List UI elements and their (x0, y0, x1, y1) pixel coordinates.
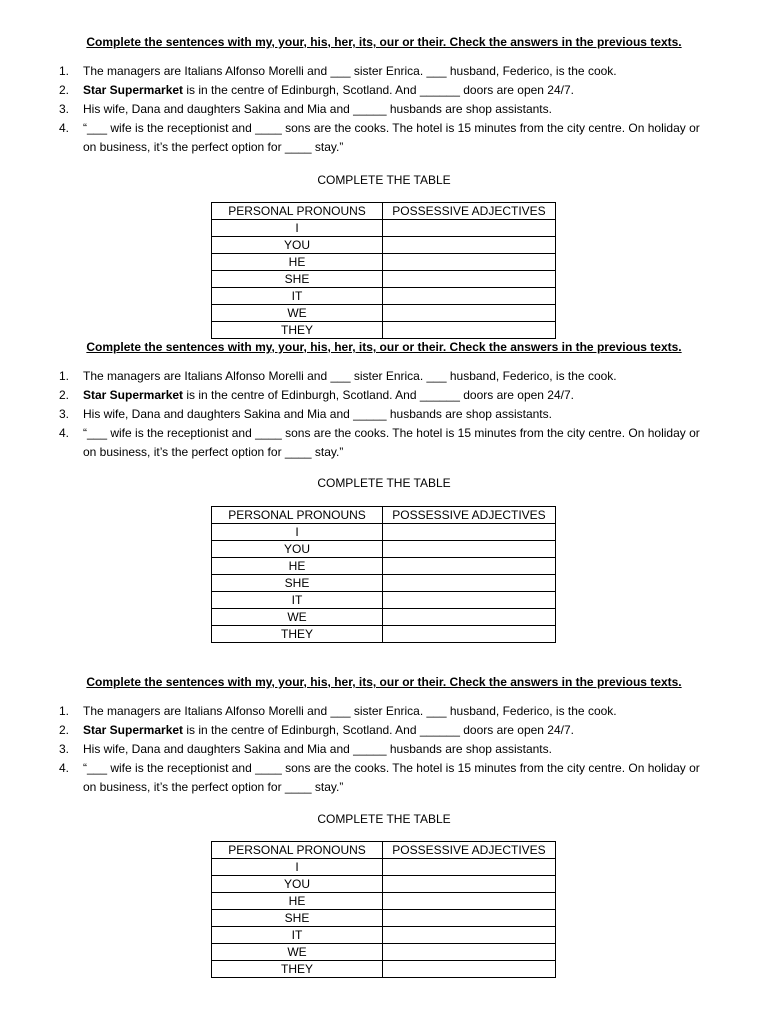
pronoun-cell: THEY (212, 626, 383, 643)
pronoun-cell: THEY (212, 961, 383, 978)
table-row (212, 288, 556, 305)
table-row (212, 893, 556, 910)
pronoun-cell: WE (212, 609, 383, 626)
item-number: 1. (59, 64, 70, 78)
header-possessive-adjectives: POSSESSIVE ADJECTIVES (383, 203, 556, 220)
table-row (212, 626, 556, 643)
pronoun-cell: SHE (212, 910, 383, 927)
sentence-item (56, 119, 716, 157)
answer-cell[interactable] (383, 876, 556, 893)
item-number: 2. (59, 723, 70, 737)
table-row (212, 524, 556, 541)
pronoun-table (211, 202, 556, 339)
table-row (212, 910, 556, 927)
item-number: 3. (59, 102, 70, 116)
sentence-item (56, 424, 716, 462)
answer-cell[interactable] (383, 254, 556, 271)
sentence-list (56, 62, 716, 157)
answer-cell[interactable] (383, 927, 556, 944)
sentence-item (56, 702, 716, 721)
pronoun-cell: WE (212, 305, 383, 322)
item-bold-text: Star Supermarket (83, 388, 184, 402)
answer-cell[interactable] (383, 524, 556, 541)
sentence-item (56, 759, 716, 797)
instruction-text: Complete the sentences with my, your, his, her, its, our or their. Check the answers in the previous texts. (86, 675, 682, 689)
item-number: 2. (59, 83, 70, 97)
sentence-item (56, 405, 716, 424)
answer-cell[interactable] (383, 944, 556, 961)
sentence-item (56, 62, 716, 81)
sentence-item (56, 386, 716, 405)
pronoun-cell: YOU (212, 876, 383, 893)
table-row (212, 322, 556, 339)
table-row (212, 575, 556, 592)
table-title: COMPLETE THE TABLE (317, 476, 451, 490)
table-row (212, 944, 556, 961)
sentence-item (56, 100, 716, 119)
table-row (212, 220, 556, 237)
pronoun-cell: IT (212, 927, 383, 944)
item-number: 1. (59, 704, 70, 718)
item-number: 2. (59, 388, 70, 402)
table-row (212, 927, 556, 944)
answer-cell[interactable] (383, 541, 556, 558)
pronoun-cell: WE (212, 944, 383, 961)
answer-cell[interactable] (383, 237, 556, 254)
item-number: 4. (59, 761, 70, 775)
item-text: His wife, Dana and daughters Sakina and Mia and _____ husbands are shop assistants. (83, 742, 552, 756)
item-text: The managers are Italians Alfonso Morelli and ___ sister Enrica. ___ husband, Federico, is the cook. (83, 704, 617, 718)
table-header-row (212, 203, 556, 220)
table-row (212, 254, 556, 271)
sentence-item (56, 367, 716, 386)
pronoun-table (211, 506, 556, 643)
sentence-list (56, 702, 716, 797)
pronoun-cell: THEY (212, 322, 383, 339)
table-header-row (212, 507, 556, 524)
pronoun-cell: I (212, 220, 383, 237)
item-number: 4. (59, 426, 70, 440)
item-number: 3. (59, 407, 70, 421)
table-row (212, 541, 556, 558)
item-text: His wife, Dana and daughters Sakina and Mia and _____ husbands are shop assistants. (83, 407, 552, 421)
item-text: His wife, Dana and daughters Sakina and Mia and _____ husbands are shop assistants. (83, 102, 552, 116)
table-row (212, 237, 556, 254)
table-row (212, 558, 556, 575)
table-title: COMPLETE THE TABLE (317, 812, 451, 826)
answer-cell[interactable] (383, 609, 556, 626)
answer-cell[interactable] (383, 288, 556, 305)
header-personal-pronouns: PERSONAL PRONOUNS (212, 842, 383, 859)
table-row (212, 609, 556, 626)
table-row (212, 271, 556, 288)
item-text: “___ wife is the receptionist and ____ sons are the cooks. The hotel is 15 minutes from the city centre. On holiday or on business, it’s the perfect option for ____ stay.” (83, 761, 700, 794)
item-text: “___ wife is the receptionist and ____ sons are the cooks. The hotel is 15 minutes from the city centre. On holiday or on business, it’s the perfect option for ____ stay.” (83, 426, 700, 459)
answer-cell[interactable] (383, 961, 556, 978)
pronoun-cell: YOU (212, 237, 383, 254)
header-personal-pronouns: PERSONAL PRONOUNS (212, 203, 383, 220)
sentence-item (56, 740, 716, 759)
answer-cell[interactable] (383, 592, 556, 609)
pronoun-cell: I (212, 859, 383, 876)
pronoun-cell: I (212, 524, 383, 541)
answer-cell[interactable] (383, 859, 556, 876)
item-text: is in the centre of Edinburgh, Scotland. And ______ doors are open 24/7. (183, 83, 574, 97)
answer-cell[interactable] (383, 322, 556, 339)
item-bold-text: Star Supermarket (83, 723, 184, 737)
table-row (212, 305, 556, 322)
header-personal-pronouns: PERSONAL PRONOUNS (212, 507, 383, 524)
pronoun-cell: IT (212, 592, 383, 609)
table-header-row (212, 842, 556, 859)
item-number: 4. (59, 121, 70, 135)
answer-cell[interactable] (383, 626, 556, 643)
item-text: “___ wife is the receptionist and ____ sons are the cooks. The hotel is 15 minutes from the city centre. On holiday or on business, it’s the perfect option for ____ stay.” (83, 121, 700, 154)
instruction-text: Complete the sentences with my, your, his, her, its, our or their. Check the answers in the previous texts. (86, 35, 682, 49)
answer-cell[interactable] (383, 893, 556, 910)
answer-cell[interactable] (383, 558, 556, 575)
answer-cell[interactable] (383, 575, 556, 592)
table-row (212, 876, 556, 893)
sentence-item (56, 81, 716, 100)
pronoun-cell: HE (212, 254, 383, 271)
table-row (212, 592, 556, 609)
table-row (212, 961, 556, 978)
item-number: 1. (59, 369, 70, 383)
answer-cell[interactable] (383, 271, 556, 288)
item-text: is in the centre of Edinburgh, Scotland. And ______ doors are open 24/7. (183, 723, 574, 737)
header-possessive-adjectives: POSSESSIVE ADJECTIVES (383, 507, 556, 524)
pronoun-cell: SHE (212, 271, 383, 288)
pronoun-cell: HE (212, 558, 383, 575)
pronoun-cell: IT (212, 288, 383, 305)
item-text: The managers are Italians Alfonso Morelli and ___ sister Enrica. ___ husband, Federico, is the cook. (83, 64, 617, 78)
pronoun-table (211, 841, 556, 978)
item-text: The managers are Italians Alfonso Morelli and ___ sister Enrica. ___ husband, Federico, is the cook. (83, 369, 617, 383)
instruction-text: Complete the sentences with my, your, his, her, its, our or their. Check the answers in the previous texts. (86, 340, 682, 354)
table-row (212, 859, 556, 876)
pronoun-cell: YOU (212, 541, 383, 558)
item-text: is in the centre of Edinburgh, Scotland. And ______ doors are open 24/7. (183, 388, 574, 402)
answer-cell[interactable] (383, 220, 556, 237)
item-bold-text: Star Supermarket (83, 83, 184, 97)
pronoun-cell: SHE (212, 575, 383, 592)
item-number: 3. (59, 742, 70, 756)
answer-cell[interactable] (383, 910, 556, 927)
sentence-list (56, 367, 716, 462)
table-title: COMPLETE THE TABLE (317, 173, 451, 187)
header-possessive-adjectives: POSSESSIVE ADJECTIVES (383, 842, 556, 859)
answer-cell[interactable] (383, 305, 556, 322)
pronoun-cell: HE (212, 893, 383, 910)
sentence-item (56, 721, 716, 740)
